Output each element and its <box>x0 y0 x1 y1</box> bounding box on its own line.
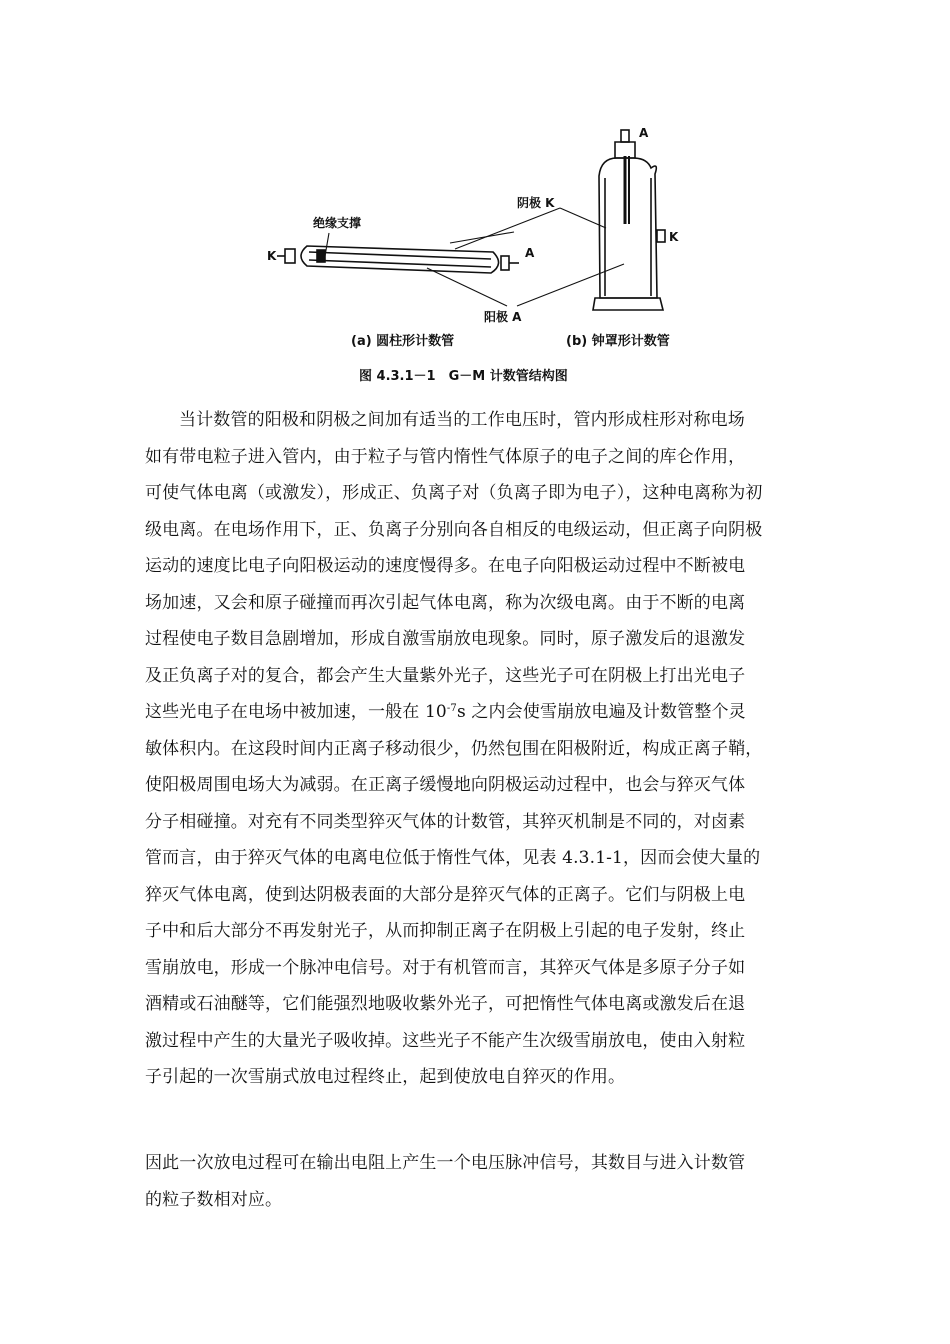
text-line: 因此一次放电过程可在输出电阻上产生一个电压脉冲信号，其数目与进入计数管 <box>145 1153 746 1173</box>
text-line: 雪崩放电，形成一个脉冲电信号。对于有机管而言，其猝灭气体是多原子分子如 <box>145 957 746 978</box>
text-line-with-exponent <box>145 694 807 731</box>
text-line: 子引起的一次雪崩式放电过程终止，起到使放电自猝灭的作用。 <box>145 1067 626 1087</box>
text-line: 如有带电粒子进入管内，由于粒子与管内惰性气体原子的电子之间的库仑作用， <box>145 446 746 467</box>
text-line: 敏体积内。在这段时间内正离子移动很少，仍然包围在阳极附近，构成正离子鞘， <box>145 738 763 759</box>
label-a-top: A <box>639 126 649 140</box>
subcaption-a: (a) 圆柱形计数管 <box>351 334 455 349</box>
text-line: 场加速，又会和原子碰撞而再次引起气体电离，称为次级电离。由于不断的电离 <box>145 592 746 613</box>
text-line: 猝灭气体电离，使到达阴极表面的大部分是猝灭气体的正离子。它们与阴极上电 <box>145 884 746 905</box>
label-anode-a: 阳极 A <box>484 310 522 324</box>
label-cathode-k: 阴极 K <box>517 196 555 210</box>
label-insulator: 绝缘支撑 <box>313 216 362 230</box>
text-before-exponent: 这些光电子在电场中被加速，一般在 10 <box>145 702 447 722</box>
paragraph-conclusion <box>145 1145 807 1218</box>
text-after-exponent: s 之内会使雪崩放电遍及计数管整个灵 <box>456 702 746 722</box>
label-k-right: K <box>669 230 679 244</box>
text-line: 级电离。在电场作用下，正、负离子分别向各自相反的电级运动，但正离子向阴极 <box>145 519 763 540</box>
label-a-mid: A <box>525 246 535 260</box>
paragraph-main <box>145 402 807 1096</box>
exponent: -7 <box>446 703 457 714</box>
text-line: 运动的速度比电子向阳极运动的速度慢得多。在电子向阳极运动过程中不断被电 <box>145 556 746 576</box>
text-line: 的粒子数相对应。 <box>145 1189 283 1210</box>
text-line: 管而言，由于猝灭气体的电离电位低于惰性气体，见表 4.3.1-1，因而会使大量的 <box>145 848 761 868</box>
text-line: 当计数管的阳极和阴极之间加有适当的工作电压时，管内形成柱形对称电场 <box>179 410 745 430</box>
text-line: 使阳极周围电场大为减弱。在正离子缓慢地向阴极运动过程中，也会与猝灭气体 <box>145 775 746 795</box>
text-line: 子中和后大部分不再发射光子，从而抑制正离子在阴极上引起的电子发射，终止 <box>145 921 746 941</box>
text-line: 及正负离子对的复合，都会产生大量紫外光子，这些光子可在阴极上打出光电子 <box>145 665 746 686</box>
text-line: 分子相碰撞。对充有不同类型猝灭气体的计数管，其猝灭机制是不同的，对卤素 <box>145 811 746 832</box>
pointer-lines <box>325 208 624 306</box>
cylindrical-tube <box>277 246 519 273</box>
subcaption-b: (b) 钟罩形计数管 <box>566 334 670 349</box>
text-line: 可使气体电离（或激发），形成正、负离子对（负离子即为电子），这种电离称为初 <box>145 483 763 503</box>
text-line: 过程使电子数目急剧增加，形成自激雪崩放电现象。同时，原子激发后的退激发 <box>145 629 746 649</box>
bell-tube <box>593 130 665 310</box>
label-k-left: K <box>267 249 277 263</box>
text-line: 酒精或石油醚等，它们能强烈地吸收紫外光子，可把惰性气体电离或激发后在退 <box>145 994 746 1014</box>
gm-counter-figure <box>255 118 695 388</box>
text-line: 激过程中产生的大量光子吸收掉。这些光子不能产生次级雪崩放电，使由入射粒 <box>145 1030 746 1051</box>
figure-caption: 图 4.3.1－1 G－M 计数管结构图 <box>359 369 568 384</box>
